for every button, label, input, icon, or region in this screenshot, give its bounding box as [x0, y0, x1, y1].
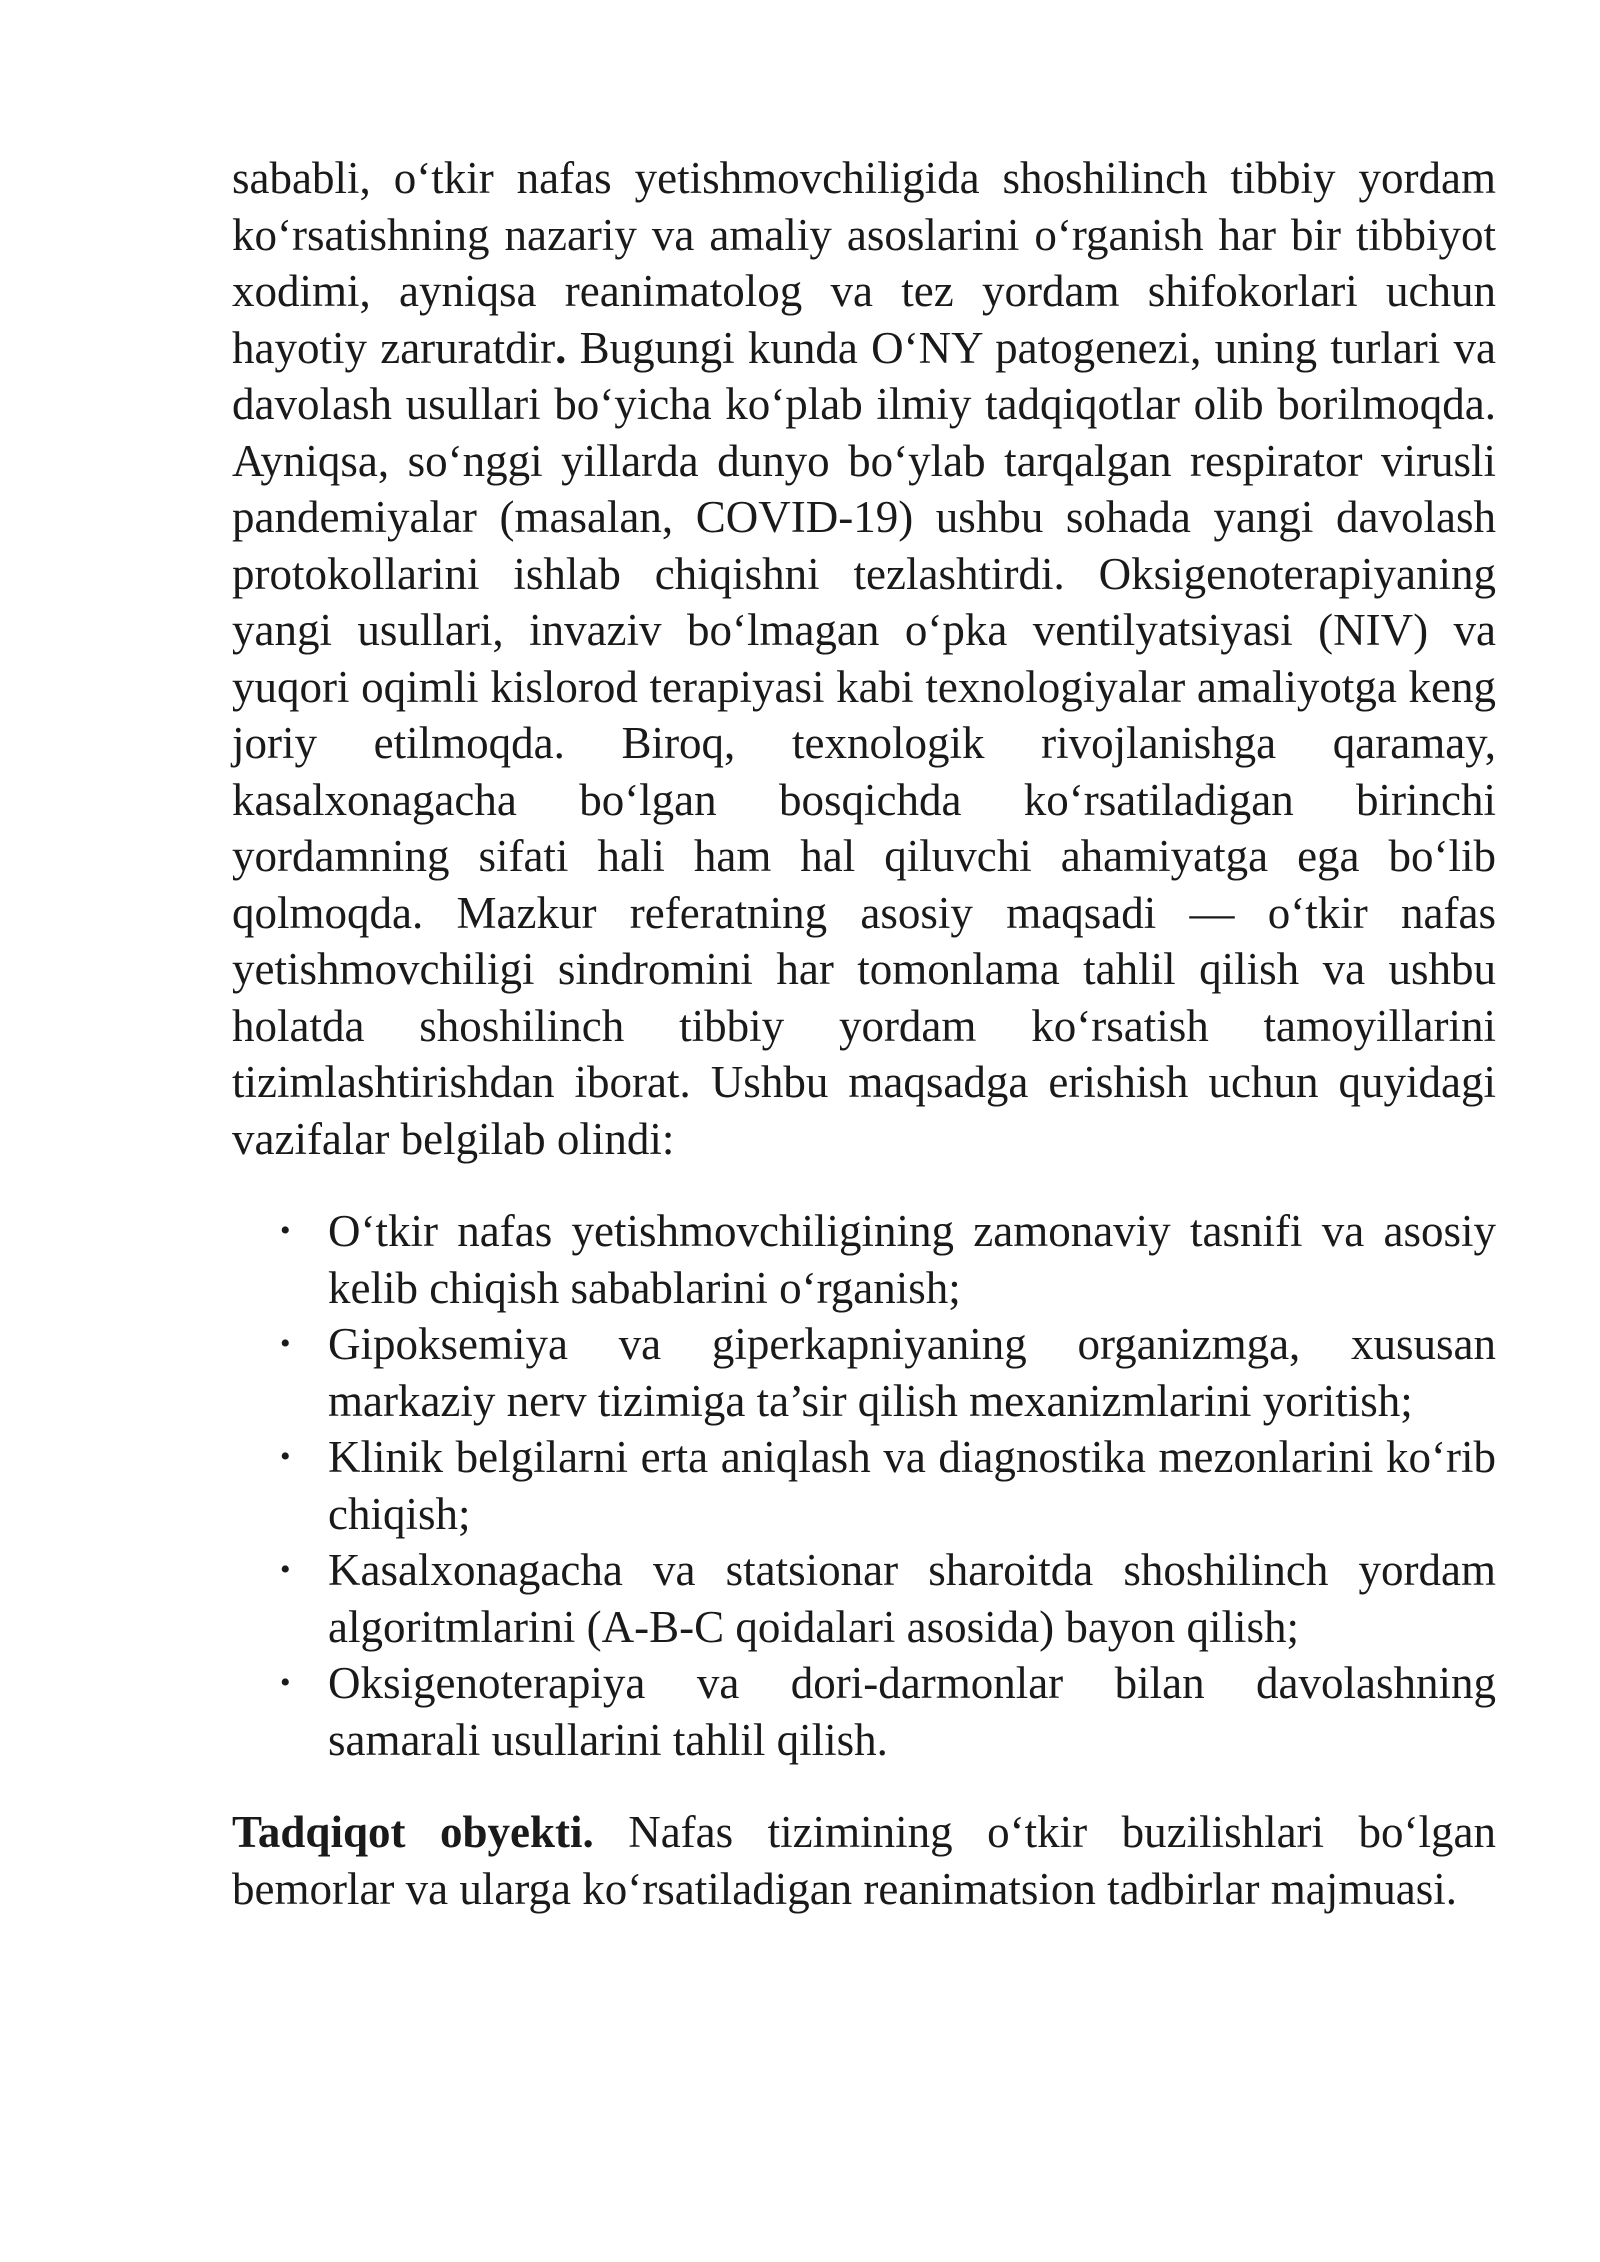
bullet-icon: •: [280, 1214, 291, 1247]
list-item-text: Oksigenoterapiya va dori-darmonlar bilan davolashning samarali usullarini tahlil qilish.: [328, 1658, 1496, 1765]
list-item-text: Kasalxonagacha va statsionar sharoitda shoshilinch yordam algoritmlarini (A-B-C qoidalari asosida) bayon qilish;: [328, 1545, 1496, 1652]
list-item: [232, 1203, 1496, 1316]
intro-bold-period: .: [555, 322, 567, 373]
tasks-list: [232, 1203, 1496, 1768]
list-item: [232, 1316, 1496, 1429]
bullet-icon: •: [280, 1440, 291, 1473]
document-page: [232, 150, 1496, 1917]
bullet-icon: •: [280, 1553, 291, 1586]
intro-text-part-1: sababli, o‘tkir nafas yetishmovchiligida shoshilinch tibbiy yordam ko‘rsatishning nazariy va amaliy asoslarini o‘rganish har bir tibbiyot xodimi, ayniqsa reanimatolog va tez yordam shifokorlari uchun hayotiy zaruratdir: [232, 153, 1496, 373]
list-item-text: O‘tkir nafas yetishmovchiligining zamonaviy tasnifi va asosiy kelib chiqish sabablarini o‘rganish;: [328, 1206, 1496, 1313]
list-item: [232, 1542, 1496, 1655]
list-item-text: Klinik belgilarni erta aniqlash va diagnostika mezonlarini ko‘rib chiqish;: [328, 1432, 1496, 1539]
bullet-icon: •: [280, 1666, 291, 1699]
bullet-icon: •: [280, 1327, 291, 1360]
list-item: [232, 1655, 1496, 1768]
intro-text-part-2: Bugungi kunda O‘NY patogenezi, uning turlari va davolash usullari bo‘yicha ko‘plab ilmiy tadqiqotlar olib borilmoqda. Ayniqsa, so‘nggi yillarda dunyo bo‘ylab tarqalgan respirator virusli pandemiyalar (masalan, COVID-19) ushbu sohada yangi davolash protokollarini ishlab chiqishni tezlashtirdi. Oksigenoterapiyaning yangi usullari, invaziv bo‘lmagan o‘pka ventilyatsiyasi (NIV) va yuqori oqimli kislorod terapiyasi kabi texnologiyalar amaliyotga keng joriy etilmoqda. Biroq, texnologik rivojlanishga qaramay, kasalxonagacha bo‘lgan bosqichda ko‘rsatiladigan birinchi yordamning sifati hali ham hal qiluvchi ahamiyatga ega bo‘lib qolmoqda. Mazkur referatning asosiy maqsadi — o‘tkir nafas yetishmovchiligi sindromini har tomonlama tahlil qilish va ushbu holatda shoshilinch tibbiy yordam ko‘rsatish tamoyillarini tizimlashtirishdan iborat. Ushbu maqsadga erishish uchun quyidagi vazifalar belgilab olindi:: [232, 322, 1497, 1164]
intro-paragraph: [232, 150, 1496, 1167]
research-object-text: Nafas tizimining o‘tkir buzilishlari bo‘lgan bemorlar va ularga ko‘rsatiladigan reanimatsion tadbirlar majmuasi.: [232, 1807, 1497, 1914]
list-item-text: Gipoksemiya va giperkapniyaning organizmga, xususan markaziy nerv tizimiga ta’sir qilish mexanizmlarini yoritish;: [328, 1319, 1496, 1426]
list-item: [232, 1429, 1496, 1542]
research-object-paragraph: [232, 1804, 1496, 1917]
research-object-label: Tadqiqot obyekti.: [232, 1807, 594, 1857]
